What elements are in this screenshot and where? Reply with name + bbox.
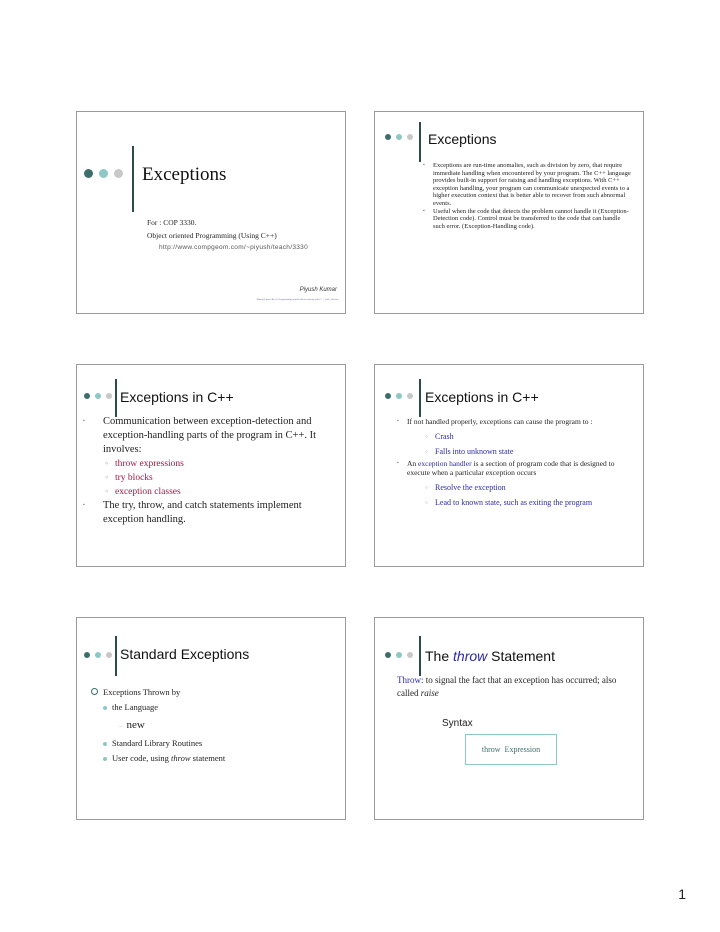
list-item: Standard Library Routines [103,736,331,751]
slide-dots [84,393,112,399]
title-divider [132,146,134,212]
bullet-suffix: is a section of program code that is designed to execute when a particular exception occurs [407,458,615,477]
dot-bullet-icon [103,742,107,746]
slide-body [81,415,331,527]
dot-dark-icon [84,393,90,399]
page-number: 1 [678,886,686,902]
slide-body [91,685,331,766]
title-divider [419,379,421,417]
dot-teal-icon [99,169,108,178]
term-exception-handler: exception handler [418,458,472,468]
dot-gray-icon [407,134,413,140]
title-divider [419,122,421,162]
slide-dots [385,652,413,658]
dot-teal-icon [95,652,101,658]
slide-6 [374,617,644,820]
dot-gray-icon [114,169,123,178]
course-line: For : COP 3330. [147,218,197,227]
sub-bullet: ◦ throw expressions [105,457,331,471]
title-divider [115,379,117,417]
dot-dark-icon [385,652,391,658]
list-item: Exceptions Thrown by [91,685,331,700]
dot-teal-icon [396,134,402,140]
list-item: User code, using throw statement [103,751,331,766]
bullet-text: ▪ Exceptions are run-time anomalies, such as division by zero, that require immediate handling when encountered by your program. The C++ language provides built-in support for raising and handling exceptions. With C++ exception handling, your program can communicate unexpected events to a higher execution context that is better able to recover from such abnormal events. [421,162,633,208]
slide-3 [76,364,346,567]
slide-2 [374,111,644,314]
sub-bullet: ◦ Crash [425,429,635,444]
dot-dark-icon [385,393,391,399]
bullet-prefix: An [407,458,417,468]
title-divider [419,636,421,676]
slide-title: Exceptions in C++ [120,389,234,405]
bullet-text: ▪ If not handled properly, exceptions can cause the program to : [395,417,635,427]
slide-title: Exceptions in C++ [425,389,539,405]
hollow-bullet-icon [91,688,98,695]
list-item: the Language [103,700,331,715]
dot-dark-icon [385,134,391,140]
slide-title: Exceptions [428,131,497,147]
slide-dots [385,393,413,399]
slide-body: Throw: to signal the fact that an exception has occurred; also called raise [397,675,617,698]
dot-gray-icon [407,652,413,658]
sub-bullet: ◦ exception classes [105,485,331,499]
dot-gray-icon [106,652,112,658]
dot-bullet-icon [103,757,107,761]
slide-5 [76,617,346,820]
bullet-text [395,459,635,478]
dot-teal-icon [396,652,402,658]
list-item: – new [119,719,145,731]
syntax-label: Syntax [442,718,473,729]
dot-gray-icon [106,393,112,399]
slide-title: Standard Exceptions [120,646,250,662]
author: Piyush Kumar [299,287,337,293]
slide-1 [76,111,346,314]
term-throw: Throw: [397,675,424,685]
dot-dark-icon [84,652,90,658]
title-keyword: throw [453,648,488,664]
bullet-text: ▪ Useful when the code that detects the problem cannot handle it (Exception-Detection code). Control must be transferred to the code that can handle such error. (Exception-Handling code). [421,208,633,231]
course-url[interactable]: http://www.compgeom.com/~piyush/teach/3330 [159,244,308,251]
dot-dark-icon [84,169,93,178]
dot-teal-icon [95,393,101,399]
dot-bullet-icon [103,706,107,710]
slide-body [395,417,635,510]
slide-title: Exceptions [142,164,227,185]
sub-bullet: ◦ Lead to known state, such as exiting the program [425,495,635,510]
sub-bullet: ◦ Falls into unknown state [425,444,635,459]
course-subtitle: Object oriented Programming (Using C++) [147,231,277,240]
slide-body [421,162,633,230]
slide-dots [385,134,413,140]
dot-gray-icon [407,393,413,399]
bullet-text: ▪ Communication between exception-detection and exception-handling parts of the program in C++. It involves: [81,415,331,457]
slide-title: The throw Statement [425,648,555,664]
sub-bullet: ◦ Resolve the exception [425,480,635,495]
slide-4 [374,364,644,567]
slide-dots [84,169,123,178]
slide-footer: Material from 4th ed. Programming and Problem solving with C++, Dale, Weems. [256,298,339,301]
dash-icon: – [119,722,123,730]
slide-dots [84,652,112,658]
dot-teal-icon [396,393,402,399]
title-divider [115,636,117,676]
syntax-box: throw Expression [465,734,557,765]
sub-bullet: ◦ try blocks [105,471,331,485]
bullet-text: ▪ The try, throw, and catch statements implement exception handling. [81,499,331,527]
